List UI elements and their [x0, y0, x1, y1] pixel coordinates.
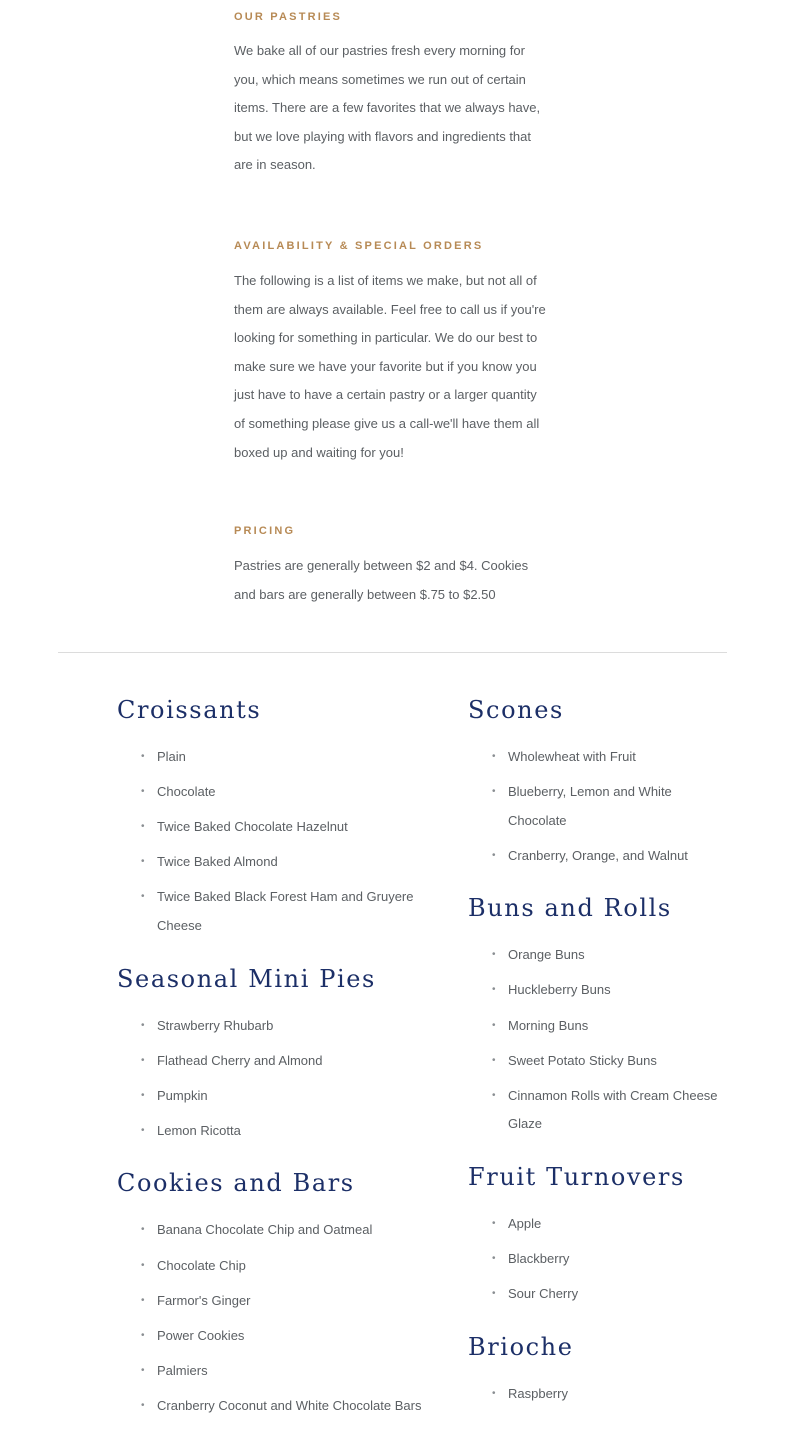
- menu-item: • Twice Baked Almond: [157, 848, 422, 877]
- mini-pies-list: [117, 1012, 422, 1146]
- scones-category: [468, 694, 728, 870]
- our-pastries-text: We bake all of our pastries fresh every morning for you, which means sometimes we run out of certain items. There are a few favorites that we always have, but we love playing with flavors and ingredients that are in season.: [234, 43, 541, 173]
- menu-item: • Apple: [508, 1210, 728, 1239]
- cookies-category: [117, 1167, 422, 1420]
- turnovers-list: [468, 1210, 728, 1309]
- menu-item: • Pumpkin: [157, 1082, 422, 1111]
- croissants-list: [117, 743, 422, 941]
- menu-item: • Power Cookies: [157, 1322, 422, 1351]
- menu-item: • Flathead Cherry and Almond: [157, 1047, 422, 1076]
- our-pastries-heading: OUR PASTRIES: [234, 11, 343, 23]
- menu-item: • Plain: [157, 743, 422, 772]
- menu-item: • Orange Buns: [508, 941, 728, 970]
- availability-heading: AVAILABILITY & SPECIAL ORDERS: [234, 240, 484, 252]
- availability-section: [234, 240, 550, 467]
- menu-item: • Banana Chocolate Chip and Oatmeal: [157, 1216, 422, 1245]
- menu-right-column: [468, 694, 728, 1430]
- menu-item: • Twice Baked Black Forest Ham and Gruyere Cheese: [157, 883, 422, 940]
- buns-heading: Buns and Rolls: [468, 894, 672, 923]
- cookies-heading: Cookies and Bars: [117, 1169, 355, 1198]
- menu-item: • Wholewheat with Fruit: [508, 743, 728, 772]
- buns-category: [468, 892, 728, 1139]
- menu-item: • Blueberry, Lemon and White Chocolate: [508, 778, 728, 835]
- menu-item: • Sour Cherry: [508, 1280, 728, 1309]
- menu-item: • Chocolate Chip: [157, 1252, 422, 1281]
- menu-item: • Blackberry: [508, 1245, 728, 1274]
- menu-item: • Cranberry Coconut and White Chocolate Bars: [157, 1392, 422, 1421]
- menu-item: • Twice Baked Chocolate Hazelnut: [157, 813, 422, 842]
- scones-list: [468, 743, 728, 870]
- menu-item: • Morning Buns: [508, 1012, 728, 1041]
- brioche-heading: Brioche: [468, 1332, 574, 1361]
- menu-item: • Cinnamon Rolls with Cream Cheese Glaze: [508, 1082, 728, 1139]
- buns-list: [468, 941, 728, 1139]
- menu-item: • Sweet Potato Sticky Buns: [508, 1047, 728, 1076]
- croissants-category: [117, 694, 422, 941]
- our-pastries-section: [234, 11, 550, 180]
- pricing-text: Pastries are generally between $2 and $4. Cookies and bars are generally between $.75 to $2.50: [234, 558, 529, 602]
- pricing-section: [234, 525, 550, 609]
- mini-pies-heading: Seasonal Mini Pies: [117, 964, 376, 993]
- cookies-list: [117, 1216, 422, 1420]
- menu-item: • Chocolate: [157, 778, 422, 807]
- pricing-heading: PRICING: [234, 525, 296, 537]
- menu-item: • Palmiers: [157, 1357, 422, 1386]
- menu-item: • Farmor's Ginger: [157, 1287, 422, 1316]
- brioche-list: [468, 1380, 728, 1409]
- menu-item: • Cranberry, Orange, and Walnut: [508, 842, 728, 871]
- turnovers-category: [468, 1161, 728, 1309]
- scones-heading: Scones: [468, 696, 564, 724]
- menu-item: • Lemon Ricotta: [157, 1117, 422, 1146]
- menu-item: • Raspberry: [508, 1380, 728, 1409]
- menu-item: • Huckleberry Buns: [508, 976, 728, 1005]
- availability-text: The following is a list of items we make, but not all of them are always available. Feel free to call us if you're looking for something in particular. We do our best to make sure we have your favorite but if you know you just have to have a certain pastry or a larger quantity of something please give us a call-we'll have them all boxed up and waiting for you!: [234, 273, 546, 460]
- mini-pies-category: [117, 963, 422, 1146]
- menu-item: • Strawberry Rhubarb: [157, 1012, 422, 1041]
- croissants-heading: Croissants: [117, 696, 262, 724]
- brioche-category: [468, 1331, 728, 1409]
- menu-left-column: [117, 694, 422, 1443]
- section-divider: [58, 652, 727, 653]
- turnovers-heading: Fruit Turnovers: [468, 1162, 685, 1191]
